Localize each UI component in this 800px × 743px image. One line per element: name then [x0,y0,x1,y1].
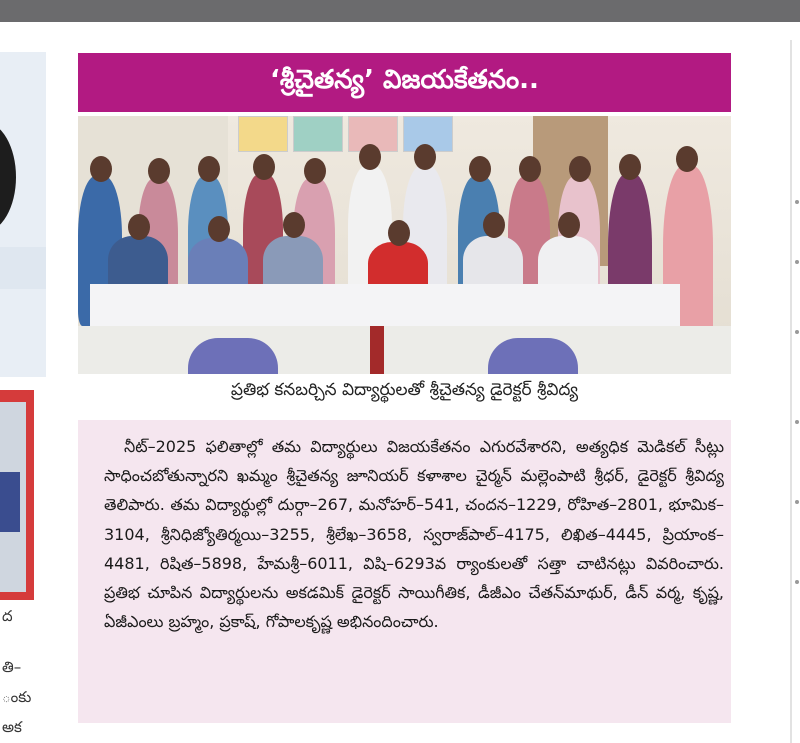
article-headline: ‘శ్రీచైతన్య’ విజయకేతనం.. [78,53,731,112]
left-adjacent-column [0,22,60,743]
left-ad-band [0,247,46,289]
left-fragment-4: అక [2,718,22,736]
article-body-text: నీట్–2025 ఫలితాల్లో తమ విద్యార్థులు విజయకేతనం ఎగురవేశారని, అత్యధిక మెడికల్ సీట్లు సాధించబోతున్నారని ఖమ్మం శ్రీచైతన్య జూనియర్ కళాశాల చైర్మన్ మల్లెంపాటి శ్రీధర్, డైరెక్టర్ శ్రీవిద్య తెలిపారు. తమ విద్యార్థుల్లో దుర్గా–267, మనోహర్–541, చందన–1229, రోహిత–2801, భూమిక–3104, శ్రీనిధిజ్యోతిర్మయి–3255, శ్రీలేఖ–3658, స్వరాజ్‌పాల్–4175, లిఖిత–4445, ప్రియాంక–4481, రిషిత–5898, హేమశ్రీ–6011, విషి–6293వ ర్యాంకులతో సత్తా చాటినట్లు వివరించారు. ప్రతిభ చూపిన విద్యార్థులను అకడమిక్ డైరెక్టర్ సాయిగీతిక, డీజీఎం చేతన్‌మాథుర్, డీన్ వర్మ, కృష్ణ, ఏజీఎంలు బ్రహ్మం, ప్రకాష్, గోపాలకృష్ణ అభినందించారు. [104,437,724,632]
left-fragment-2: తి– [2,658,22,676]
top-bar [0,0,800,22]
photo-caption: ప్రతిభ కనబర్చిన విద్యార్థులతో శ్రీచైతన్య డైరెక్టర్ శ్రీవిద్య [230,380,579,400]
left-fragment-3: ంకు [2,688,32,706]
left-fragment-1: ద [2,607,13,625]
left-neighbor-photo [0,390,34,600]
group-photo [78,116,731,374]
column-divider [790,40,792,743]
